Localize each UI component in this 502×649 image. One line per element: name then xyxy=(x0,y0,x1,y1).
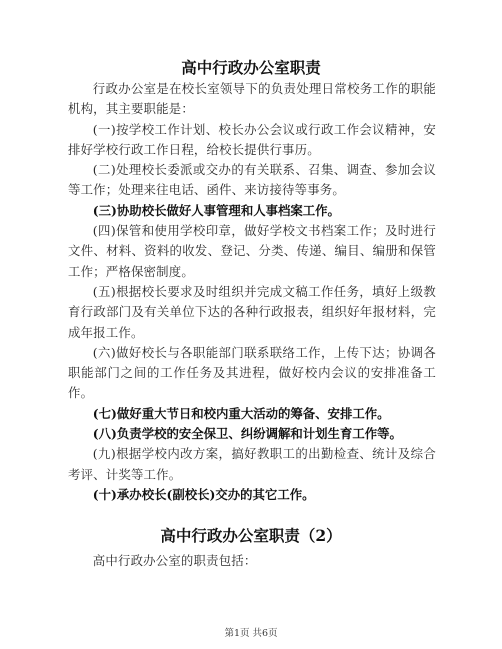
paragraph-item-8: (八)负责学校的安全保卫、纠纷调解和计划生育工作等。 xyxy=(92,426,402,442)
section-title-2: 高中行政办公室职责（2） xyxy=(160,526,342,545)
paragraph-item-3: (三)协助校长做好人事管理和人事档案工作。 xyxy=(92,202,340,218)
paragraph-item-10: (十)承办校长(副校长)交办的其它工作。 xyxy=(92,486,315,502)
paragraph-intro: 行政办公室是在校长室领导下的负责处理日常校务工作的职能机构，其主要职能是： xyxy=(68,81,436,117)
document-title: 高中行政办公室职责 xyxy=(181,58,321,77)
section-2-body xyxy=(68,551,436,571)
paragraph-item-6: (六)做好校长与各职能部门联系联络工作，上传下达；协调各职能部门之间的工作任务及其进程，做好校内会议的安排准备工作。 xyxy=(68,344,436,401)
paragraph-item-1: (一)按学校工作计划、校长办公会议或行政工作会议精神，安排好学校行政工作日程，给校长提供行事历。 xyxy=(68,121,436,157)
document-body xyxy=(68,79,436,505)
paragraph-item-7: (七)做好重大节日和校内重大活动的筹备、安排工作。 xyxy=(92,405,390,421)
paragraph-item-9: (九)根据学校内改方案，搞好教职工的出勤检查、统计及综合考评、计奖等工作。 xyxy=(68,446,436,482)
paragraph-item-2: (二)处理校长委派或交办的有关联系、召集、调查、参加会议等工作；处理来往电话、函件、来访接待等事务。 xyxy=(68,162,436,198)
page-footer: 第1页 共6页 xyxy=(224,628,278,639)
paragraph-item-5: (五)根据校长要求及时组织并完成文稿工作任务，填好上级教育行政部门及有关单位下达的各种行政报表，组织好年报材料，完成年报工作。 xyxy=(68,283,436,340)
section-2-intro: 高中行政办公室的职责包括： xyxy=(92,553,257,568)
paragraph-item-4: (四)保管和使用学校印章，做好学校文书档案工作；及时进行文件、材料、资料的收发、登记、分类、传递、编目、编册和保管工作；严格保密制度。 xyxy=(68,223,436,279)
